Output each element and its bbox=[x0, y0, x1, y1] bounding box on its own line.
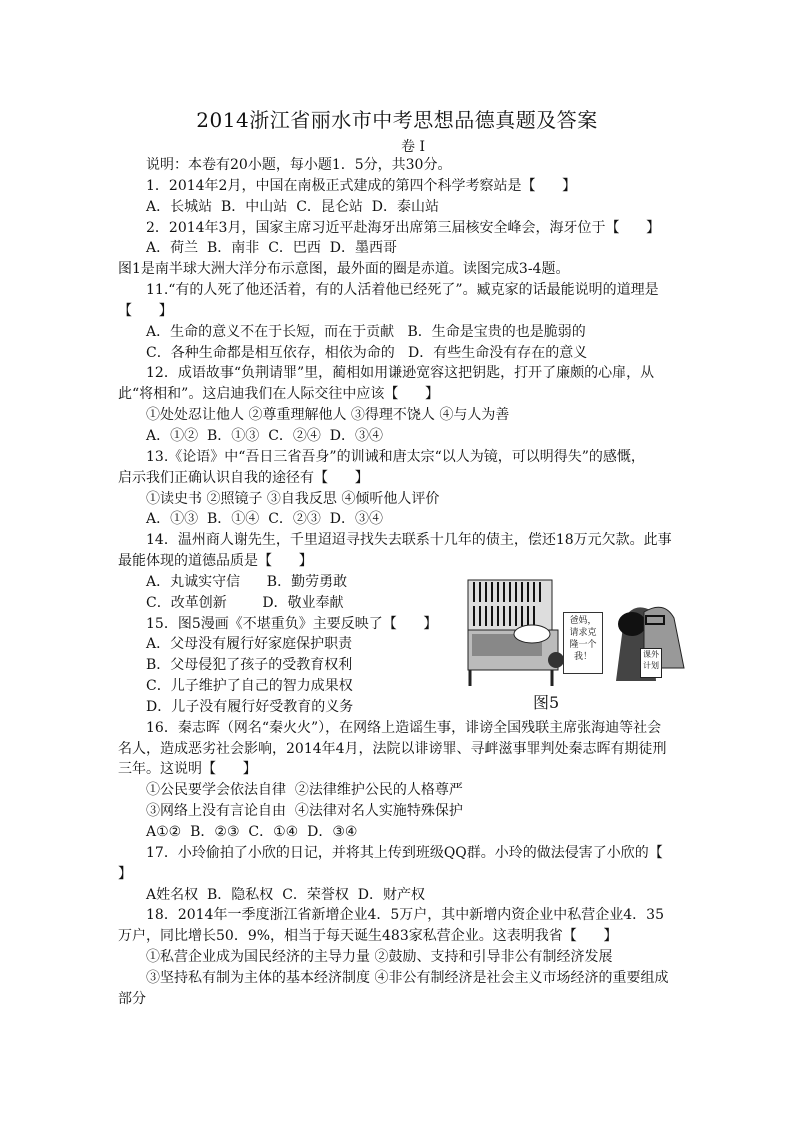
text-line: 图1是南半球大洲大洋分布示意图，最外面的圈是赤道。读图完成3-4题。 bbox=[118, 261, 570, 278]
text-line: 17．小玲偷拍了小欣的日记，并将其上传到班级QQ群。小玲的做法侵害了小欣的【 bbox=[146, 844, 663, 861]
text-line: 15．图5漫画《不堪重负》主要反映了【 】 bbox=[146, 615, 438, 632]
text-line: 2．2014年3月，国家主席习近平赴海牙出席第三届核安全峰会，海牙位于【 】 bbox=[146, 219, 661, 236]
text-line: B．父母侵犯了孩子的受教育权利 bbox=[146, 657, 353, 674]
text-line: 18．2014年一季度浙江省新增企业4．5万户，其中新增内资企业中私营企业4．35 bbox=[146, 907, 664, 924]
text-line: A．①③ B．①④ C．②③ D．③④ bbox=[146, 511, 384, 528]
text-line: ①读史书 ②照镜子 ③自我反思 ④倾听他人评价 bbox=[146, 490, 440, 507]
text-line: 说明：本卷有20小题，每小题1．5分，共30分。 bbox=[146, 157, 452, 173]
text-line: A①② B．②③ C．①④ D．③④ bbox=[146, 824, 358, 840]
text-line: 】 bbox=[118, 865, 132, 882]
text-line: A．长城站 B．中山站 C．昆仑站 D．泰山站 bbox=[146, 198, 440, 215]
cartoon-sign: 爸妈，请求克隆一个我！ bbox=[563, 612, 603, 674]
text-line: 【 】 bbox=[118, 302, 173, 319]
text-line: A．①② B．①③ C．②④ D．③④ bbox=[146, 427, 384, 444]
text-line: 最能体现的道德品质是【 】 bbox=[118, 553, 313, 570]
text-line: A姓名权 B．隐私权 C．荣誉权 D．财产权 bbox=[146, 886, 426, 903]
text-line: A．丸诚实守信 B．勤劳勇敢 bbox=[146, 573, 348, 590]
text-line: C．儿子维护了自己的智力成果权 bbox=[146, 678, 353, 695]
text-line: 此“将相和”。这启迪我们在人际交往中应该【 】 bbox=[118, 386, 440, 403]
text-line: C．改革创新 D．敬业奉献 bbox=[146, 594, 344, 611]
text-line: ③网络上没有言论自由 ④法律对名人实施特殊保护 bbox=[146, 803, 463, 820]
figure-caption: 图5 bbox=[533, 693, 560, 712]
text-line: A．荷兰 B．南非 C．巴西 D．墨西哥 bbox=[146, 240, 398, 257]
cartoon-figure-5 bbox=[464, 574, 690, 692]
text-line: 16．秦志晖（网名“秦火火”），在网络上造谣生事，诽谤全国残联主席张海迪等社会 bbox=[146, 719, 662, 736]
document-title: 2014浙江省丽水市中考思想品德真题及答案 bbox=[196, 108, 598, 132]
text-line: 三年。这说明【 】 bbox=[118, 761, 257, 778]
text-line: 万户，同比增长50．9%，相当于每天诞生483家私营企业。这表明我省【 】 bbox=[118, 928, 618, 945]
text-line: 名人，造成恶劣社会影响，2014年4月，法院以诽谤罪、寻衅滋事罪判处秦志晖有期徒刑 bbox=[118, 740, 667, 757]
text-line: 1．2014年2月，中国在南极正式建成的第四个科学考察站是【 】 bbox=[146, 177, 577, 194]
text-line: 12．成语故事“负荆请罪”里，蔺相如用谦逊宽容这把钥匙，打开了廉颇的心扉，从 bbox=[146, 365, 655, 382]
text-line: ①私营企业成为国民经济的主导力量 ②鼓励、支持和引导非公有制经济发展 bbox=[146, 949, 613, 966]
text-line: 部分 bbox=[118, 990, 146, 1007]
text-line: 13.《论语》中“吾日三省吾身”的训诫和唐太宗“以人为镜，可以明得失”的感慨， bbox=[146, 448, 645, 465]
text-line: ①公民要学会依法自律 ②法律维护公民的人格尊严 bbox=[146, 782, 463, 799]
text-line: 14．温州商人谢先生，千里迢迢寻找失去联系十几年的债主，偿还18万元欠款。此事 bbox=[146, 532, 672, 549]
text-line: 11.“有的人死了他还活着，有的人活着他已经死了”。臧克家的话最能说明的道理是 bbox=[146, 282, 659, 299]
text-line: A．父母没有履行好家庭保护职责 bbox=[146, 636, 353, 653]
section-heading: 卷 I bbox=[401, 139, 425, 155]
cartoon-plan-card: 课外计划 bbox=[640, 648, 662, 678]
text-line: D．儿子没有履行好受教育的义务 bbox=[146, 698, 354, 715]
text-line: C．各种生命都是相互依存，相依为命的 D．有些生命没有存在的意义 bbox=[146, 344, 588, 361]
text-line: ③坚持私有制为主体的基本经济制度 ④非公有制经济是社会主义市场经济的重要组成 bbox=[146, 969, 669, 986]
text-line: A．生命的意义不在于长短，而在于贡献 B．生命是宝贵的也是脆弱的 bbox=[146, 323, 586, 340]
text-line: 启示我们正确认识自我的途径有【 】 bbox=[118, 469, 369, 486]
text-line: ①处处忍让他人 ②尊重理解他人 ③得理不饶人 ④与人为善 bbox=[146, 407, 510, 424]
